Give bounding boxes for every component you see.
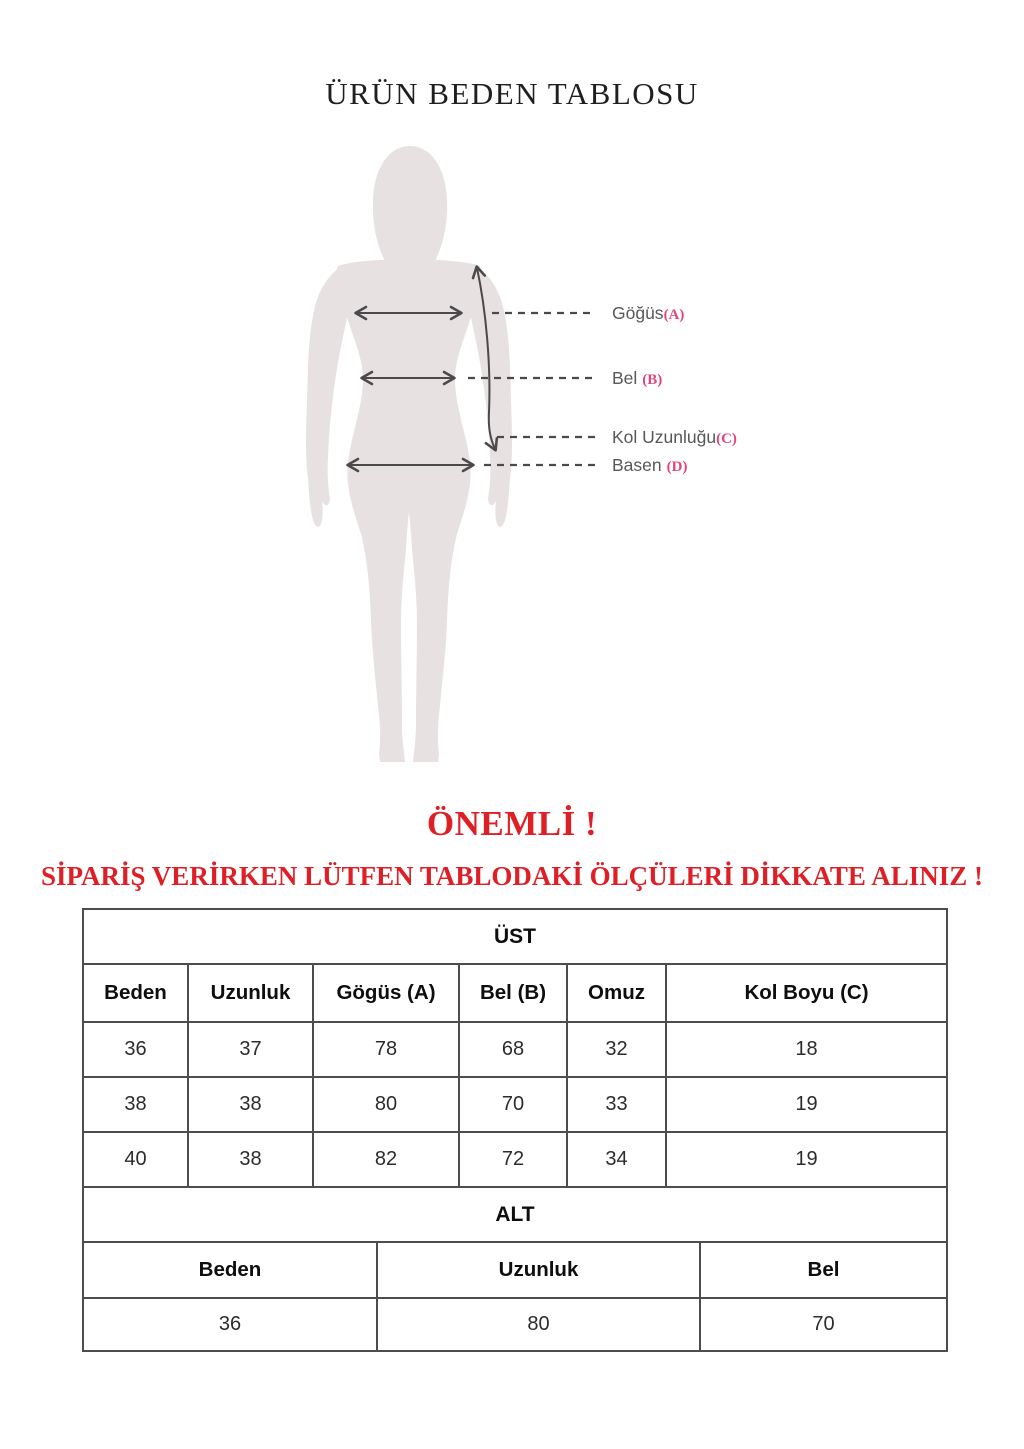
ust-cell: 78 <box>313 1022 459 1077</box>
ust-section-title: ÜST <box>83 909 947 964</box>
label-arm-length <box>612 426 737 450</box>
ust-cell: 70 <box>459 1077 567 1132</box>
ust-cell: 36 <box>83 1022 188 1077</box>
ust-size-table <box>82 908 948 1188</box>
alt-header-beden: Beden <box>83 1242 377 1298</box>
ust-cell: 40 <box>83 1132 188 1187</box>
table-row <box>83 1022 947 1077</box>
ust-cell: 33 <box>567 1077 666 1132</box>
alt-section-title: ALT <box>83 1187 947 1242</box>
ust-section-title-row <box>83 909 947 964</box>
alt-header-bel: Bel <box>700 1242 947 1298</box>
label-chest-letter: (A) <box>663 307 685 323</box>
label-waist <box>612 367 662 391</box>
silhouette-left-arm <box>306 267 351 527</box>
ust-cell: 32 <box>567 1022 666 1077</box>
ust-cell: 38 <box>188 1077 313 1132</box>
alt-header-row <box>83 1242 947 1298</box>
table-row <box>83 1077 947 1132</box>
page-title: ÜRÜN BEDEN TABLOSU <box>325 76 699 111</box>
ust-header-kol-boyu: Kol Boyu (C) <box>666 964 947 1022</box>
ust-header-beden: Beden <box>83 964 188 1022</box>
silhouette-torso-legs <box>335 259 482 762</box>
ust-cell: 19 <box>666 1077 947 1132</box>
label-arm-length-text: Kol Uzunluğu <box>612 427 717 447</box>
warning-text: SİPARİŞ VERİRKEN LÜTFEN TABLODAKİ ÖLÇÜLERİ DİKKATE ALINIZ ! <box>41 861 983 891</box>
label-chest-text: Göğüs <box>612 303 664 323</box>
label-arm-length-letter: (C) <box>716 431 737 447</box>
label-waist-text: Bel <box>612 368 638 388</box>
ust-cell: 72 <box>459 1132 567 1187</box>
alt-size-table <box>82 1186 948 1352</box>
ust-header-bel: Bel (B) <box>459 964 567 1022</box>
ust-cell: 68 <box>459 1022 567 1077</box>
label-chest <box>612 302 684 326</box>
ust-cell: 82 <box>313 1132 459 1187</box>
ust-cell: 37 <box>188 1022 313 1077</box>
body-diagram-svg <box>0 140 1024 772</box>
ust-cell: 38 <box>83 1077 188 1132</box>
ust-cell: 80 <box>313 1077 459 1132</box>
ust-cell: 19 <box>666 1132 947 1187</box>
table-row <box>83 1132 947 1187</box>
label-hip-text: Basen <box>612 455 662 475</box>
ust-header-row <box>83 964 947 1022</box>
size-tables <box>82 908 948 1352</box>
important-heading: ÖNEMLİ ! <box>426 804 598 843</box>
alt-cell: 80 <box>377 1298 700 1351</box>
table-row <box>83 1298 947 1351</box>
female-body-silhouette <box>306 146 512 762</box>
alt-cell: 36 <box>83 1298 377 1351</box>
ust-header-uzunluk: Uzunluk <box>188 964 313 1022</box>
alt-section-title-row <box>83 1187 947 1242</box>
label-waist-letter: (B) <box>642 372 663 388</box>
ust-cell: 38 <box>188 1132 313 1187</box>
ust-cell: 34 <box>567 1132 666 1187</box>
measurement-diagram <box>0 140 1024 772</box>
label-hip-letter: (D) <box>666 459 688 475</box>
ust-header-omuz: Omuz <box>567 964 666 1022</box>
alt-header-uzunluk: Uzunluk <box>377 1242 700 1298</box>
ust-header-gogus: Gögüs (A) <box>313 964 459 1022</box>
alt-cell: 70 <box>700 1298 947 1351</box>
ust-cell: 18 <box>666 1022 947 1077</box>
label-hip <box>612 454 687 478</box>
